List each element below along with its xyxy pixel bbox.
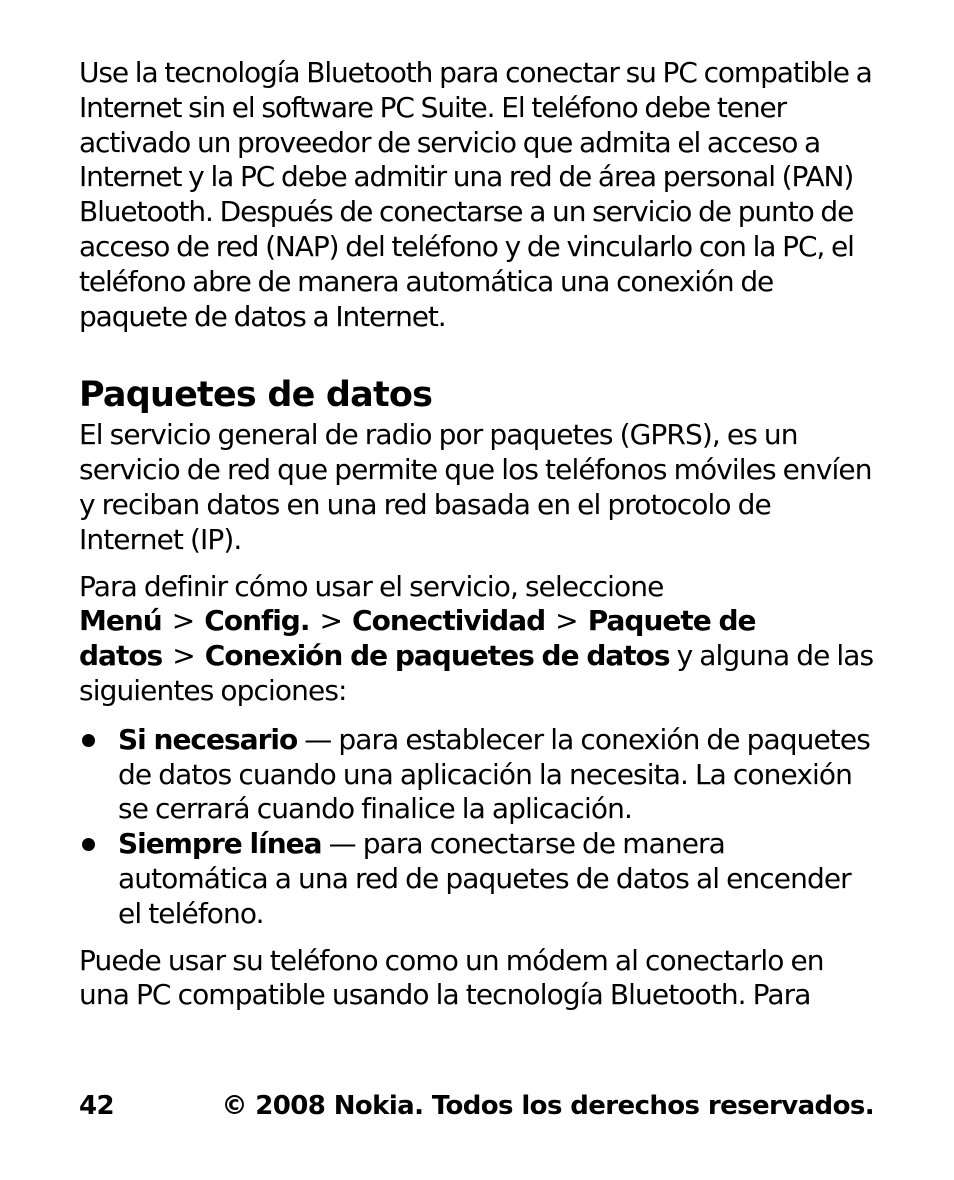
list-item [79,827,879,931]
option-description: para establecer la conexión de paquetes de datos cuando una aplicación la necesita. La conexión se cerrará cuando finalice la aplicación. [118,722,870,826]
option-term: Siempre línea [118,827,322,861]
options-list [79,723,879,932]
option-term: Si necesario [118,722,298,756]
page-number: 42 [79,1091,114,1121]
bullet-icon [82,838,95,851]
path-separator: > [555,604,578,638]
option-description: para conectarse de manera automática a una red de paquetes de datos al encender el teléfono. [118,827,851,930]
section-description: El servicio general de radio por paquetes (GPRS), es un servicio de red que permite que los teléfonos móviles envíen y reciban datos en una red basada en el protocolo de Internet (IP). [79,418,872,556]
bullet-icon [82,734,95,747]
intro-paragraph: Use la tecnología Bluetooth para conectar su PC compatible a Internet sin el software PC Suite. El teléfono debe tener activado un proveedor de servicio que admita el acceso a Internet y la PC debe admitir una red de área personal (PAN) Bluetooth. Después de conectarse a un servicio de punto de acceso de red (NAP) del teléfono y de vincularlo con la PC, el teléfono abre de manera automática una conexión de paquete de datos a Internet. [79,56,872,333]
menu-path-packet-connection: Conexión de paquetes de datos [204,639,670,673]
menu-path-menu: Menú [79,604,162,638]
section-heading: Paquetes de datos [79,375,433,416]
option-dash: — [328,827,356,861]
closing-paragraph: Puede usar su teléfono como un módem al conectarlo en una PC compatible usando la tecnología Bluetooth. Para [79,943,824,1012]
instruction-prefix: Para definir cómo usar el servicio, seleccione [79,569,664,603]
menu-path-data-packet: Paquete de datos [79,604,756,673]
menu-path-connectivity: Conectividad [352,604,546,638]
instruction-paragraph [79,570,879,709]
copyright-notice: © 2008 Nokia. Todos los derechos reservados. [221,1091,874,1121]
list-item [79,723,879,827]
menu-path-config: Config. [204,604,310,638]
path-separator: > [172,639,195,673]
instruction-suffix: y alguna de las siguientes opciones: [79,639,874,707]
option-dash: — [304,722,332,756]
path-separator: > [319,604,343,638]
path-separator: > [171,604,195,638]
page-content [79,56,879,1013]
